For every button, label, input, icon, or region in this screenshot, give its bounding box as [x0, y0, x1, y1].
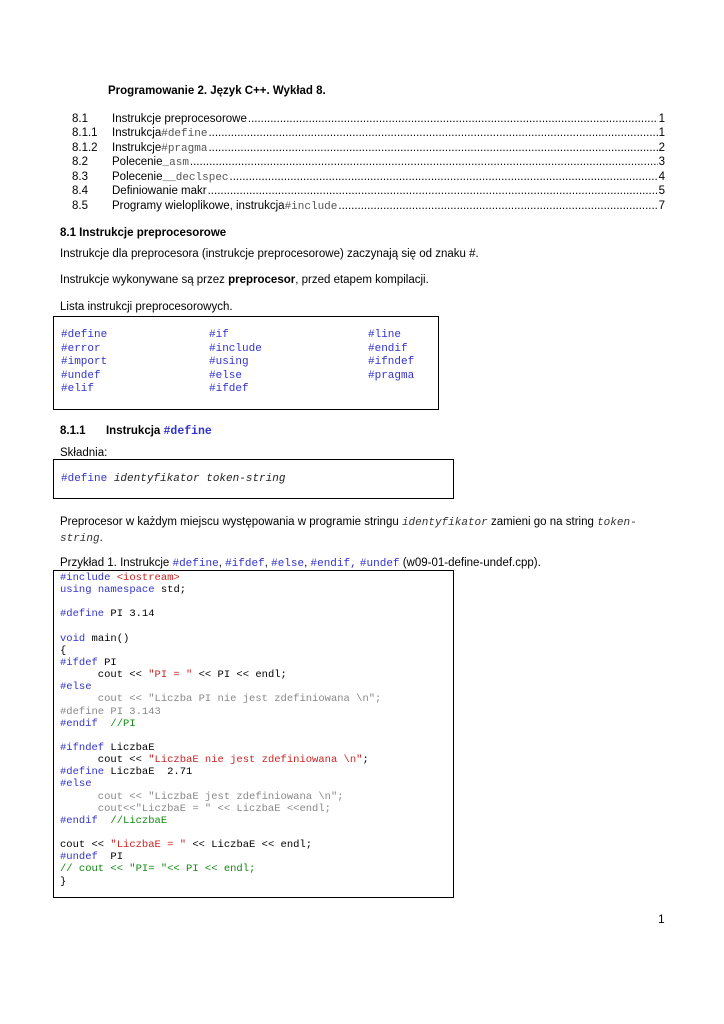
code-term: identyfikator: [401, 517, 488, 529]
toc-number: 8.1.1: [72, 127, 98, 139]
toc-text: Instrukcje preprocesorowe: [112, 113, 247, 125]
toc-page: 4: [658, 171, 665, 183]
directive: #import: [61, 356, 108, 368]
toc-number: 8.4: [72, 185, 88, 197]
toc-code: #pragma: [161, 143, 208, 155]
syntax-box: [53, 459, 454, 499]
keyword: #define: [172, 558, 219, 570]
directive: #define: [61, 329, 108, 341]
text: Instrukcje wykonywane są przez: [60, 274, 229, 286]
code-line: }: [60, 875, 67, 888]
toc-entry[interactable]: [72, 126, 665, 140]
toc-number: 8.2: [72, 156, 88, 168]
toc-code: #include: [284, 201, 338, 213]
directive: #if: [209, 329, 229, 341]
keyword: #ifdef: [225, 558, 265, 570]
toc-leader: [248, 112, 658, 126]
code-line: using namespace std;: [60, 584, 187, 597]
directive: #undef: [61, 369, 101, 382]
toc-leader: [208, 141, 657, 155]
toc-number: 8.3: [72, 171, 88, 183]
toc-number: 8.5: [72, 200, 88, 212]
section-title: Instrukcja: [105, 425, 164, 437]
toc-leader: [208, 126, 657, 140]
code-line: #else: [60, 778, 92, 791]
keyword: #define: [61, 473, 108, 485]
syntax-line: [61, 473, 285, 485]
code-line: cout << "LiczbaE jest zdefiniowana \n";: [60, 790, 344, 803]
code-line: #undef PI: [60, 851, 124, 864]
directives-column: [209, 329, 262, 397]
toc-code: __declspec: [162, 172, 229, 184]
filename: (w09-01-define-undef.cpp).: [399, 557, 541, 569]
directive: #ifdef: [209, 383, 249, 395]
directives-list-box: [53, 316, 439, 410]
toc-number: 8.1: [72, 113, 88, 125]
code-line: {: [60, 644, 67, 657]
toc-page: 7: [658, 200, 665, 212]
paragraph: Lista instrukcji preprocesorowych.: [60, 301, 233, 313]
directive: #pragma: [368, 369, 415, 382]
directives-column: [61, 329, 107, 397]
page-number: 1: [658, 912, 665, 926]
text: zamieni go na string: [487, 516, 598, 528]
code-line: #endif //PI: [60, 717, 136, 730]
paragraph: [60, 274, 429, 286]
code-line: [60, 596, 381, 608]
directive: #elif: [61, 383, 95, 395]
code-line: // cout << "PI= "<< PI << endl;: [60, 863, 256, 876]
code-line: [60, 730, 381, 742]
toc-page: 2: [658, 142, 665, 154]
toc-text: Programy wieloplikowe, instrukcja: [112, 200, 285, 212]
code-line: cout << "LiczbaE = " << LiczbaE << endl;: [60, 839, 313, 852]
toc-entry[interactable]: [72, 199, 665, 213]
directive: #using: [209, 356, 249, 368]
code-line: #ifdef PI: [60, 656, 117, 669]
toc-page: 3: [658, 156, 665, 168]
toc-text: Instrukcja: [112, 127, 162, 139]
toc-entry[interactable]: [72, 170, 665, 184]
code-line: #define PI 3.143: [60, 705, 161, 718]
toc-entry[interactable]: [72, 141, 665, 155]
text: , przed etapem kompilacji.: [295, 274, 429, 286]
code-line: cout << "Liczba PI nie jest zdefiniowana \n";: [60, 693, 382, 706]
code-line: #ifndef LiczbaE: [60, 741, 155, 754]
paragraph: [60, 515, 670, 547]
toc-entry[interactable]: [72, 184, 665, 198]
code-line: #else: [60, 681, 92, 694]
toc-entry[interactable]: [72, 112, 665, 126]
directive: #error: [61, 342, 101, 355]
directive: #endif: [368, 342, 408, 355]
code-line: [60, 827, 381, 839]
section-heading-8-1-1: [60, 425, 212, 438]
toc-page: 1: [658, 127, 665, 139]
code-line: cout << "PI = " << PI << endl;: [60, 669, 287, 682]
section-title-code: #define: [163, 425, 212, 438]
code-line: void main(): [60, 632, 130, 645]
toc-page: 5: [658, 185, 665, 197]
code-line: #define LiczbaE 2.71: [60, 766, 193, 779]
toc-leader: [190, 155, 658, 169]
keyword: #undef: [359, 558, 400, 570]
toc-entry[interactable]: [72, 155, 665, 169]
text: Preprocesor w każdym miejscu występowania w programie stringu: [60, 516, 402, 528]
toc-leader: [230, 170, 658, 184]
code-line: #endif //LiczbaE: [60, 814, 168, 827]
document-title: Programowanie 2. Język C++. Wykład 8.: [108, 85, 326, 97]
directive: #else: [209, 369, 243, 382]
toc-number: 8.1.2: [72, 142, 98, 154]
toc-code: #define: [161, 128, 208, 140]
toc-text: Polecenie: [112, 171, 163, 183]
directive: #line: [368, 329, 402, 341]
section-number: 8.1.1: [60, 425, 86, 437]
syntax-label: Składnia:: [60, 447, 108, 459]
code-line: cout << "LiczbaE nie jest zdefiniowana \n";: [60, 754, 369, 767]
keyword: #endif,: [310, 558, 357, 570]
code-line: [60, 621, 381, 633]
example-caption: Przykład 1. Instrukcje #define, #ifdef, #else, #endif, #undef (w09-01-define-undef.cpp).: [60, 557, 541, 570]
toc-leader: [338, 199, 657, 213]
code-listing-box: [53, 570, 454, 898]
code-line: cout<<"LiczbaE = " << LiczbaE <<endl;: [60, 802, 331, 815]
toc-text: Definiowanie makr: [112, 185, 207, 197]
toc-text: Polecenie: [112, 156, 163, 168]
toc-text: Instrukcje: [112, 142, 162, 154]
bold-term: preprocesor: [228, 274, 296, 286]
text: .: [99, 532, 103, 544]
toc-page: 1: [658, 113, 665, 125]
code-listing: [60, 572, 381, 888]
toc-code: _asm: [162, 157, 189, 169]
code-line: #define PI 3.14: [60, 608, 155, 621]
text: Przykład 1. Instrukcje: [60, 557, 173, 569]
code-term: string: [60, 533, 100, 545]
directive: #ifndef: [368, 356, 415, 368]
section-heading-8-1: 8.1 Instrukcje preprocesorowe: [60, 227, 227, 239]
code-line: #include <iostream>: [60, 572, 180, 584]
paragraph: Instrukcje dla preprocesora (instrukcje preprocesorowe) zaczynają się od znaku #.: [60, 248, 479, 260]
code-term: token-: [597, 517, 637, 529]
syntax-args: identyfikator token-string: [107, 473, 286, 485]
toc-leader: [208, 184, 658, 198]
directives-column: [368, 329, 414, 383]
keyword: #else: [271, 558, 305, 570]
directive: #include: [209, 342, 262, 355]
